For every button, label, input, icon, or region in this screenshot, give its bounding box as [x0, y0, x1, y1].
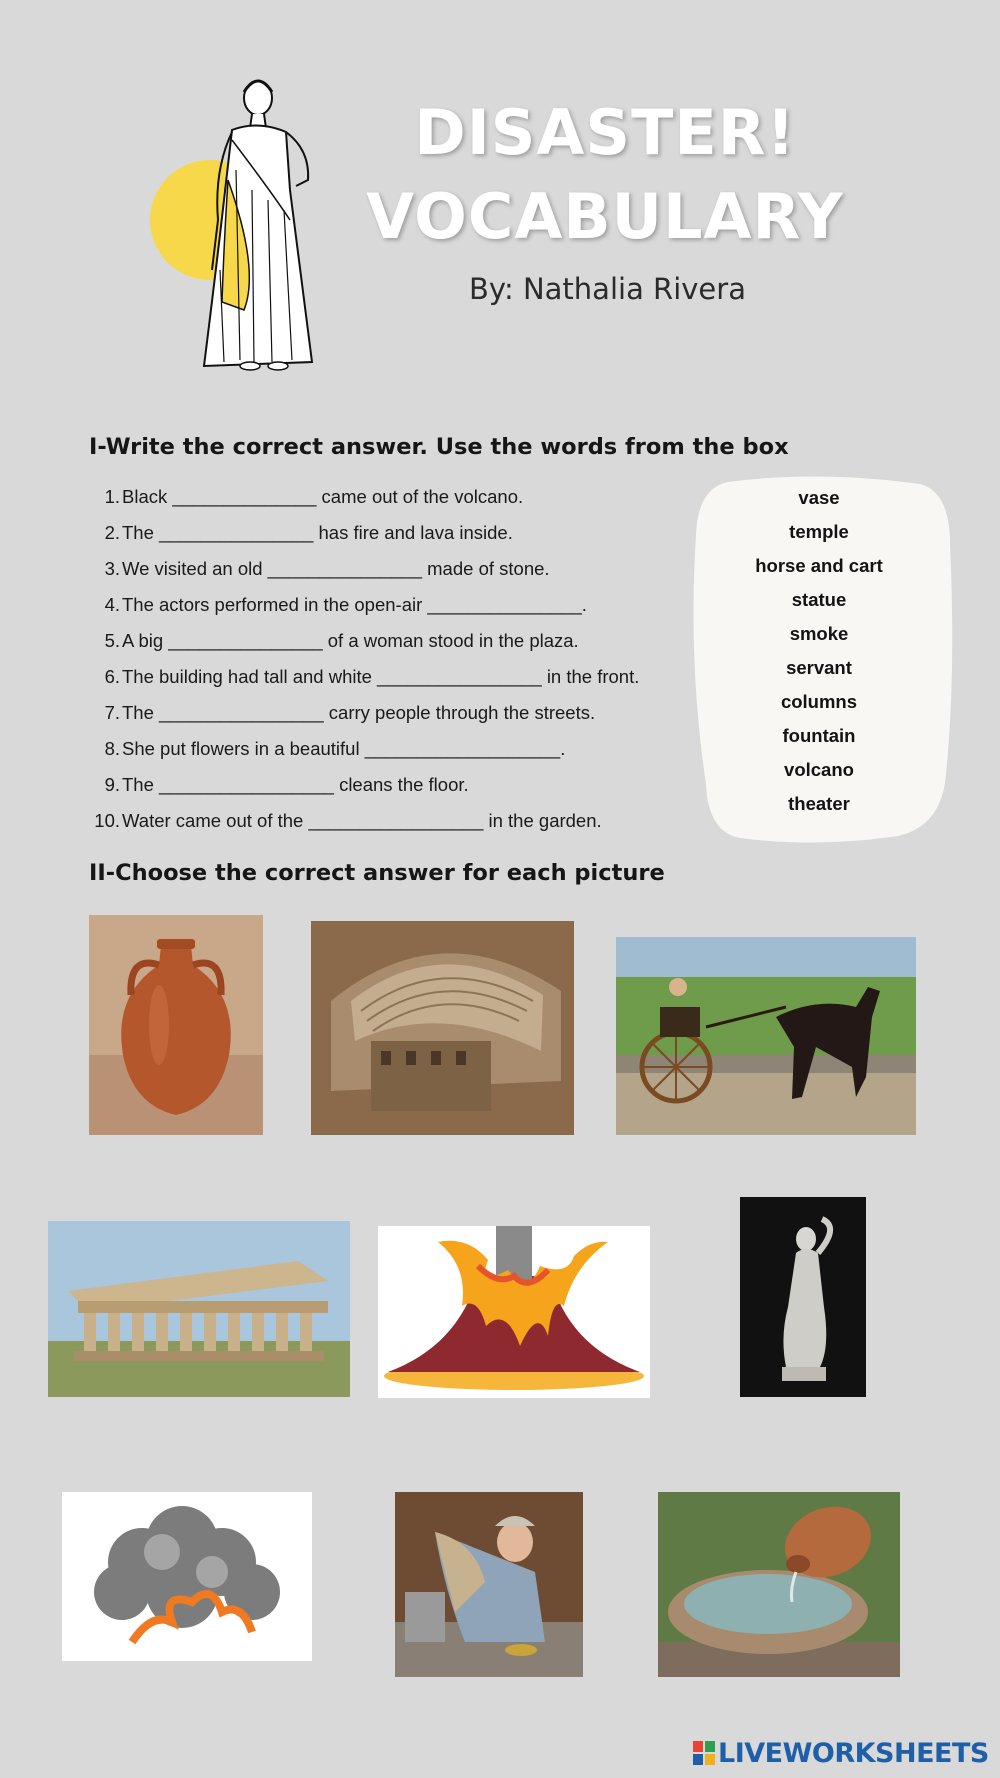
item-text[interactable]: Water came out of the _________________ in the garden.: [122, 810, 602, 831]
section-2-heading: II-Choose the correct answer for each picture: [89, 860, 665, 886]
word-bank-item: columns: [780, 691, 858, 712]
statue-picture[interactable]: [740, 1197, 866, 1397]
list-item: [82, 522, 513, 552]
word-bank-item: smoke: [789, 623, 849, 644]
word-bank: [688, 474, 956, 844]
item-text[interactable]: Black ______________ came out of the volcano.: [122, 486, 524, 507]
item-text[interactable]: The _________________ cleans the floor.: [122, 774, 469, 795]
item-text[interactable]: The _______________ has fire and lava inside.: [122, 522, 513, 543]
word-bank-item: fountain: [782, 725, 856, 746]
item-number: 10.: [94, 810, 120, 831]
list-item: [82, 810, 602, 840]
liveworksheets-logo-text: LIVEWORKSHEETS: [718, 1738, 989, 1769]
item-text[interactable]: The ________________ carry people through the streets.: [122, 702, 596, 723]
word-bank-item: temple: [789, 521, 849, 542]
item-number: 2.: [104, 522, 120, 543]
item-number: 6.: [104, 666, 120, 687]
title-line-1: DISASTER!: [414, 96, 796, 169]
list-item: [82, 738, 565, 768]
greek-woman-illustration: [140, 70, 340, 380]
list-item: [82, 486, 523, 516]
item-number: 5.: [104, 630, 120, 651]
list-item: [82, 666, 639, 696]
item-text[interactable]: She put flowers in a beautiful ___________________.: [122, 738, 566, 759]
horse-and-cart-picture[interactable]: [616, 937, 916, 1135]
fountain-picture[interactable]: [658, 1492, 900, 1677]
item-text[interactable]: The actors performed in the open-air _______________.: [122, 594, 587, 615]
item-number: 9.: [104, 774, 120, 795]
volcano-picture[interactable]: [378, 1226, 650, 1398]
item-text[interactable]: A big _______________ of a woman stood in the plaza.: [122, 630, 579, 651]
item-number: 4.: [104, 594, 120, 615]
item-number: 7.: [104, 702, 120, 723]
author-byline: By: Nathalia Rivera: [469, 272, 746, 306]
item-text[interactable]: The building had tall and white ________________ in the front.: [122, 666, 640, 687]
list-item: [82, 630, 579, 660]
item-number: 1.: [104, 486, 120, 507]
section-1-heading: I-Write the correct answer. Use the words from the box: [89, 434, 789, 460]
theater-picture[interactable]: [311, 921, 574, 1135]
liveworksheets-logo-icon: [693, 1741, 715, 1765]
vase-picture[interactable]: [89, 915, 263, 1135]
list-item: [82, 702, 595, 732]
word-bank-item: volcano: [784, 759, 854, 780]
list-item: [82, 594, 587, 624]
word-bank-item: statue: [791, 589, 847, 610]
servant-picture[interactable]: [395, 1492, 583, 1677]
word-bank-item: theater: [788, 793, 850, 814]
item-number: 8.: [104, 738, 120, 759]
word-bank-item: horse and cart: [755, 555, 883, 576]
title-line-2: VOCABULARY: [366, 180, 844, 253]
word-bank-item: vase: [798, 487, 840, 508]
word-bank-item: servant: [786, 657, 852, 678]
list-item: [82, 558, 550, 588]
liveworksheets-logo[interactable]: [693, 1738, 989, 1770]
smoke-picture[interactable]: [62, 1492, 312, 1661]
item-text[interactable]: We visited an old _______________ made of stone.: [122, 558, 550, 579]
list-item: [82, 774, 469, 804]
item-number: 3.: [104, 558, 120, 579]
temple-picture[interactable]: [48, 1221, 350, 1397]
